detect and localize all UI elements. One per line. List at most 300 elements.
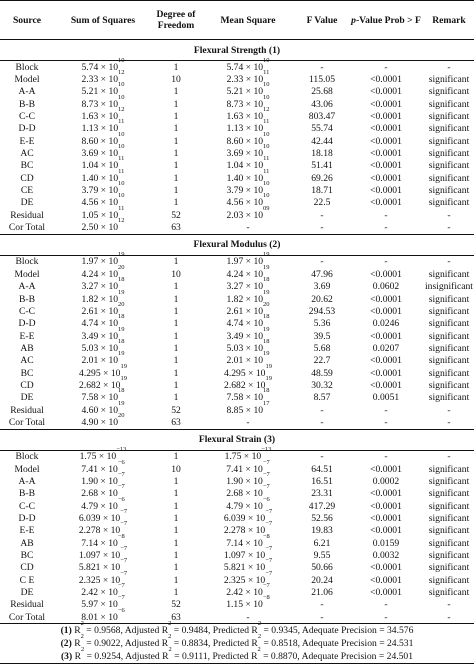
cell-p-value: <0.0001 [370, 185, 402, 197]
cell-source: E-E [19, 135, 35, 147]
table-row [0, 86, 474, 98]
cell-f-value: 6.21 [313, 537, 331, 549]
cell-source: BC [20, 160, 34, 172]
cell-sum-of-squares-exponent: 18 [118, 387, 125, 395]
cell-sum-of-squares-mantissa: 2.50 × 10 [81, 222, 119, 234]
cell-remark: significant [428, 355, 470, 367]
cell-sum-of-squares-mantissa: 2.61 × 10 [81, 305, 119, 317]
footnote-sup1: 2 [80, 620, 84, 628]
cell-mean-square-exponent: 09 [263, 204, 270, 212]
cell-mean-square [200, 569, 296, 586]
footnote-sup3: 2 [257, 620, 262, 628]
cell-mean-square-exponent: 19 [263, 288, 270, 296]
cell-df: 1 [173, 488, 179, 500]
cell-mean-square-mantissa: 1.13 × 10 [226, 123, 264, 135]
cell-f-value: 19.83 [311, 525, 333, 537]
cell-source: A-A [18, 475, 36, 487]
cell-f-value: 20.62 [311, 293, 333, 305]
cell-sum-of-squares-mantissa: 4.90 × 10 [81, 416, 119, 428]
header-source: Source [0, 1, 54, 40]
cell-remark: significant [428, 268, 470, 280]
cell-sum-of-squares [54, 180, 152, 197]
cell-mean-square [200, 155, 296, 172]
cell-sum-of-squares [54, 520, 152, 537]
cell-df: 1 [173, 342, 179, 354]
cell-mean-square [200, 458, 296, 475]
cell-sum-of-squares-mantissa: 1.75 × 10 [79, 451, 117, 463]
footnote-sup2: 2 [168, 620, 172, 628]
cell-source: Residual [10, 404, 44, 416]
cell-source: E-E [19, 525, 35, 537]
cell-df: 1 [173, 148, 179, 160]
cell-sum-of-squares-mantissa: 2.01 × 10 [81, 355, 119, 367]
cell-mean-square-exponent: 18 [263, 387, 270, 395]
cell-sum-of-squares [54, 81, 152, 98]
cell-p-value: <0.0001 [370, 197, 402, 209]
cell-source: A-A [18, 281, 36, 293]
cell-p-value: <0.0001 [370, 330, 402, 342]
cell-mean-square-mantissa: 2.325 × 10 [223, 574, 266, 586]
cell-mean-square [200, 106, 296, 123]
cell-sum-of-squares-exponent: 10 [118, 93, 125, 101]
cell-sum-of-squares-mantissa: 2.325 × 10 [78, 574, 121, 586]
cell-mean-square-exponent: −7 [262, 582, 270, 590]
cell-source: Model [14, 463, 40, 475]
cell-sum-of-squares-mantissa: 5.821 × 10 [78, 562, 121, 574]
cell-df: 1 [173, 61, 179, 73]
cell-p-value: <0.0001 [370, 488, 402, 500]
cell-remark: significant [428, 574, 470, 586]
table-row [0, 562, 474, 574]
cell-sum-of-squares-exponent: −7 [117, 470, 125, 478]
cell-p-value: <0.0001 [370, 525, 402, 537]
cell-sum-of-squares [54, 167, 152, 184]
cell-f-value: 39.5 [313, 330, 331, 342]
cell-source: Model [14, 268, 40, 280]
cell-df: 1 [173, 562, 179, 574]
cell-remark: significant [428, 74, 470, 86]
cell-sum-of-squares [54, 411, 152, 429]
cell-f-value: 42.44 [311, 135, 333, 147]
table-body [0, 40, 474, 664]
cell-mean-square-mantissa: 2.682 × 10 [224, 379, 266, 391]
cell-mean-square-mantissa: 4.24 × 10 [226, 268, 264, 280]
cell-mean-square [200, 192, 296, 209]
cell-mean-square-exponent: 11 [263, 155, 270, 163]
cell-mean-square [200, 374, 296, 391]
cell-sum-of-squares-mantissa: 1.13 × 10 [81, 123, 119, 135]
cell-remark: significant [428, 123, 470, 135]
cell-source: D-D [18, 513, 36, 525]
table-row [0, 221, 474, 234]
cell-sum-of-squares-mantissa: 8.73 × 10 [81, 98, 119, 110]
cell-sum-of-squares [54, 446, 152, 463]
cell-mean-square [200, 508, 296, 525]
cell-mean-square-mantissa: 5.21 × 10 [226, 86, 264, 98]
cell-mean-square-exponent: −7 [262, 483, 270, 491]
cell-sum-of-squares-exponent: −6 [117, 606, 125, 614]
cell-mean-square-mantissa: 8.85 × 10 [226, 404, 264, 416]
cell-f-value: 30.32 [311, 379, 333, 391]
cell-mean-square-exponent: 12 [263, 106, 270, 114]
cell-mean-square-mantissa: 1.75 × 10 [224, 451, 262, 463]
cell-remark: - [447, 222, 451, 234]
cell-mean-square-mantissa: 4.56 × 10 [226, 197, 264, 209]
cell-df: 1 [173, 355, 179, 367]
table-row [0, 147, 474, 159]
cell-mean-square-exponent: 19 [263, 325, 270, 333]
cell-p-value: - [384, 209, 388, 221]
cell-df: 10 [171, 74, 181, 86]
cell-mean-square [200, 470, 296, 487]
cell-f-value: - [320, 256, 324, 268]
footnote-end: = 0.9345, Adequate Precision = 34.576 [261, 625, 414, 637]
cell-f-value: 8.57 [313, 392, 331, 404]
cell-sum-of-squares [54, 557, 152, 574]
cell-sum-of-squares-exponent: −13 [116, 446, 127, 454]
cell-sum-of-squares-mantissa: 1.097 × 10 [78, 550, 121, 562]
cell-f-value: 23.31 [311, 488, 333, 500]
cell-mean-square-mantissa: 4.79 × 10 [226, 500, 263, 512]
cell-remark: significant [428, 379, 470, 391]
cell-remark: significant [428, 342, 470, 354]
cell-source: A-A [18, 86, 36, 98]
cell-remark: significant [428, 488, 470, 500]
cell-mean-square [200, 167, 296, 184]
cell-source: Model [14, 74, 40, 86]
table-row [0, 293, 474, 305]
cell-source: Block [15, 256, 39, 268]
cell-sum-of-squares [54, 387, 152, 404]
cell-df: 63 [171, 222, 181, 234]
header-mean-square: Mean Square [200, 1, 296, 40]
table-row [0, 61, 474, 74]
cell-f-value: 9.55 [313, 550, 331, 562]
cell-p-value: <0.0001 [370, 172, 402, 184]
cell-sum-of-squares-mantissa: 2.42 × 10 [81, 587, 118, 599]
footnote-pre: R [74, 625, 81, 637]
cell-sum-of-squares [54, 251, 152, 268]
cell-p-value: 0.0002 [372, 475, 400, 487]
cell-f-value: 22.7 [313, 355, 331, 367]
cell-p-value: <0.0001 [370, 148, 402, 160]
table-row [0, 281, 474, 293]
cell-mean-square-exponent: 11 [263, 69, 270, 77]
cell-sum-of-squares-mantissa: 2.682 × 10 [79, 379, 121, 391]
cell-mean-square-mantissa: 8.73 × 10 [226, 98, 264, 110]
table-row [0, 98, 474, 110]
cell-source: Block [15, 61, 39, 73]
cell-mean-square-exponent: 10 [263, 81, 270, 89]
cell-sum-of-squares-exponent: 19 [120, 374, 127, 382]
cell-sum-of-squares [54, 606, 152, 624]
cell-df: 1 [173, 525, 179, 537]
cell-p-value: <0.0001 [370, 123, 402, 135]
cell-p-value: <0.0001 [370, 562, 402, 574]
cell-f-value: 21.06 [311, 587, 333, 599]
cell-mean-square-exponent: 10 [263, 93, 270, 101]
cell-mean-square-mantissa: - [246, 416, 250, 428]
footnote-row [0, 650, 474, 663]
cell-df: 1 [173, 123, 179, 135]
cell-sum-of-squares [54, 69, 152, 86]
cell-df: 1 [173, 367, 179, 379]
cell-sum-of-squares [54, 508, 152, 525]
cell-mean-square [200, 350, 296, 367]
cell-sum-of-squares [54, 350, 152, 367]
cell-sum-of-squares-exponent: −8 [117, 532, 125, 540]
cell-source: C E [19, 574, 35, 586]
cell-p-value: <0.0001 [370, 305, 402, 317]
cell-sum-of-squares-mantissa: 2.68 × 10 [81, 488, 118, 500]
table-row [0, 392, 474, 404]
cell-f-value: - [320, 416, 324, 428]
cell-source: AC [20, 355, 34, 367]
cell-sum-of-squares-mantissa: 4.74 × 10 [81, 318, 119, 330]
cell-sum-of-squares-exponent: 18 [118, 337, 125, 345]
footnote-mid2: = 0.9111, Predicted R [171, 650, 258, 662]
cell-df: 52 [171, 599, 181, 611]
cell-mean-square-exponent: −7 [265, 545, 273, 553]
footnote-num: (3) [60, 650, 73, 662]
cell-sum-of-squares-mantissa: 1.40 × 10 [81, 172, 119, 184]
header-remark: Remark [424, 1, 474, 40]
cell-p-value: <0.0001 [370, 500, 402, 512]
cell-remark: significant [428, 562, 470, 574]
cell-sum-of-squares-exponent: 19 [118, 399, 125, 407]
cell-sum-of-squares-exponent: 18 [118, 313, 125, 321]
cell-p-value: <0.0001 [370, 74, 402, 86]
cell-p-value: <0.0001 [370, 587, 402, 599]
cell-source: C-C [19, 305, 35, 317]
cell-sum-of-squares [54, 118, 152, 135]
cell-mean-square [200, 399, 296, 416]
cell-source: B-B [19, 293, 35, 305]
table-row [0, 574, 474, 586]
cell-sum-of-squares-mantissa: 4.79 × 10 [81, 500, 118, 512]
cell-df: 1 [173, 197, 179, 209]
table-row [0, 184, 474, 196]
cell-f-value: 25.68 [311, 86, 333, 98]
cell-f-value: - [320, 404, 324, 416]
cell-sum-of-squares-exponent: 11 [118, 118, 125, 126]
cell-sum-of-squares [54, 217, 152, 234]
cell-p-value: 0.0602 [372, 281, 400, 293]
cell-mean-square [200, 251, 296, 268]
table-row [0, 525, 474, 537]
cell-mean-square [200, 387, 296, 404]
cell-mean-square-mantissa: 3.69 × 10 [226, 148, 264, 160]
cell-remark: significant [428, 98, 470, 110]
table-row [0, 379, 474, 391]
cell-remark: insignificant [425, 281, 473, 293]
cell-mean-square-exponent: 10 [263, 143, 270, 151]
cell-source: D-D [18, 123, 36, 135]
cell-mean-square-exponent: −6 [262, 495, 270, 503]
cell-remark: significant [428, 475, 470, 487]
cell-mean-square-mantissa: 7.14 × 10 [226, 537, 263, 549]
cell-df: 1 [173, 318, 179, 330]
cell-mean-square-mantissa: 2.61 × 10 [226, 305, 264, 317]
cell-sum-of-squares-exponent: −7 [120, 520, 128, 528]
footnote [0, 633, 474, 650]
footnote-row [0, 624, 474, 637]
cell-mean-square-exponent: −8 [262, 594, 270, 602]
cell-mean-square-mantissa: 4.295 × 10 [224, 367, 266, 379]
cell-p-value: <0.0001 [370, 135, 402, 147]
footnote-mid2: = 0.9484, Predicted R [171, 625, 258, 637]
cell-sum-of-squares-mantissa: 4.60 × 10 [81, 404, 119, 416]
cell-mean-square [200, 288, 296, 305]
cell-source: D-D [18, 318, 36, 330]
footnote-sup1: 2 [80, 645, 85, 653]
cell-sum-of-squares-exponent: 18 [118, 276, 125, 284]
cell-sum-of-squares [54, 399, 152, 416]
cell-mean-square [200, 81, 296, 98]
cell-f-value: 18.71 [311, 185, 333, 197]
cell-sum-of-squares-mantissa: 1.05 × 10 [81, 209, 119, 221]
cell-mean-square-mantissa: 2.42 × 10 [226, 587, 263, 599]
cell-p-value: <0.0001 [370, 268, 402, 280]
cell-sum-of-squares [54, 192, 152, 209]
cell-f-value: 55.74 [311, 123, 333, 135]
cell-sum-of-squares-mantissa: 3.49 × 10 [81, 330, 119, 342]
table-row [0, 305, 474, 317]
cell-remark: significant [428, 367, 470, 379]
cell-mean-square-exponent: 17 [263, 399, 270, 407]
cell-sum-of-squares-exponent: 19 [118, 251, 125, 259]
cell-mean-square [200, 520, 296, 537]
table-row [0, 463, 474, 475]
cell-sum-of-squares-mantissa: 3.79 × 10 [81, 185, 119, 197]
cell-mean-square-exponent: 20 [263, 300, 270, 308]
cell-sum-of-squares-mantissa: 8.60 × 10 [81, 135, 119, 147]
cell-f-value: 43.06 [311, 98, 333, 110]
cell-df: 1 [173, 172, 179, 184]
table-row [0, 488, 474, 500]
cell-remark: - [447, 256, 451, 268]
table-row [0, 330, 474, 342]
cell-mean-square [200, 56, 296, 77]
cell-sum-of-squares-mantissa: 1.82 × 10 [81, 293, 119, 305]
cell-mean-square-mantissa: 1.90 × 10 [226, 475, 263, 487]
cell-f-value: 47.96 [311, 268, 333, 280]
table-row [0, 500, 474, 512]
cell-sum-of-squares-exponent: −7 [120, 557, 128, 565]
cell-mean-square-exponent: 19 [265, 374, 272, 382]
header-df-line1: Degree of [156, 9, 196, 20]
table-row [0, 549, 474, 561]
cell-source: CE [20, 185, 34, 197]
cell-sum-of-squares-exponent: −7 [120, 545, 128, 553]
cell-remark: significant [428, 185, 470, 197]
footnote-num: (2) [60, 638, 72, 650]
table-row [0, 611, 474, 624]
header-f-value: F Value [296, 1, 348, 40]
cell-remark: significant [428, 513, 470, 525]
cell-mean-square-exponent: −8 [262, 532, 270, 540]
table-row [0, 73, 474, 85]
cell-mean-square [200, 263, 296, 280]
cell-df: 1 [173, 160, 179, 172]
cell-sum-of-squares-mantissa: 4.295 × 10 [79, 367, 121, 379]
cell-f-value: 18.18 [311, 148, 333, 160]
cell-f-value: 52.56 [311, 513, 333, 525]
cell-f-value: 69.26 [311, 172, 333, 184]
cell-source: BC [20, 550, 34, 562]
cell-p-value: <0.0001 [370, 367, 402, 379]
cell-p-value: - [384, 599, 388, 611]
cell-sum-of-squares-exponent: 19 [118, 325, 125, 333]
cell-mean-square-exponent: −7 [262, 470, 270, 478]
cell-sum-of-squares [54, 155, 152, 172]
cell-sum-of-squares-exponent: 11 [118, 167, 125, 175]
cell-f-value: - [320, 599, 324, 611]
cell-mean-square-mantissa: 2.03 × 10 [226, 209, 264, 221]
cell-sum-of-squares [54, 470, 152, 487]
cell-mean-square-mantissa: 5.821 × 10 [223, 562, 266, 574]
cell-source: CD [20, 379, 34, 391]
cell-remark: - [447, 61, 451, 73]
table-row [0, 255, 474, 268]
footnote-mid1: = 0.9254, Adjusted R [84, 650, 169, 662]
cell-sum-of-squares [54, 495, 152, 512]
cell-mean-square-exponent: −7 [265, 520, 273, 528]
cell-p-value: <0.0001 [370, 355, 402, 367]
table-row [0, 586, 474, 598]
cell-remark: significant [428, 550, 470, 562]
cell-mean-square [200, 611, 296, 624]
cell-remark: - [447, 209, 451, 221]
cell-p-value: <0.0001 [370, 513, 402, 525]
footnote-sup2: 2 [168, 645, 172, 653]
cell-mean-square-exponent: −7 [265, 569, 273, 577]
cell-p-value: - [384, 222, 388, 234]
cell-remark: significant [428, 160, 470, 172]
cell-p-value: <0.0001 [370, 111, 402, 123]
cell-mean-square-mantissa: 7.41 × 10 [226, 463, 263, 475]
cell-mean-square [200, 143, 296, 160]
cell-sum-of-squares-exponent: 11 [118, 155, 125, 163]
cell-df: 1 [173, 256, 179, 268]
cell-f-value: 50.66 [311, 562, 333, 574]
cell-mean-square-exponent: 11 [263, 118, 270, 126]
cell-sum-of-squares [54, 483, 152, 500]
cell-source: CD [20, 172, 34, 184]
cell-df: 1 [173, 392, 179, 404]
cell-df: 1 [173, 135, 179, 147]
cell-sum-of-squares-exponent: −6 [117, 458, 125, 466]
table-row [0, 404, 474, 416]
footnote-num: (1) [60, 625, 72, 637]
cell-sum-of-squares [54, 56, 152, 77]
footnote-end: = 0.8870, Adequate Precision = 24.501 [260, 650, 414, 662]
cell-sum-of-squares-mantissa: 3.69 × 10 [81, 148, 119, 160]
cell-mean-square-exponent: 18 [263, 313, 270, 321]
cell-mean-square [200, 69, 296, 86]
cell-source: AB [20, 537, 34, 549]
cell-mean-square-mantissa: 1.63 × 10 [226, 111, 264, 123]
table-row [0, 537, 474, 549]
cell-remark: significant [428, 86, 470, 98]
cell-f-value: 51.41 [311, 160, 333, 172]
cell-sum-of-squares [54, 143, 152, 160]
cell-sum-of-squares-exponent: 20 [118, 300, 125, 308]
footnote-sup3: 2 [257, 645, 261, 653]
cell-mean-square-exponent: 10 [263, 192, 270, 200]
cell-source: Cor Total [8, 222, 46, 234]
cell-df: 1 [173, 111, 179, 123]
